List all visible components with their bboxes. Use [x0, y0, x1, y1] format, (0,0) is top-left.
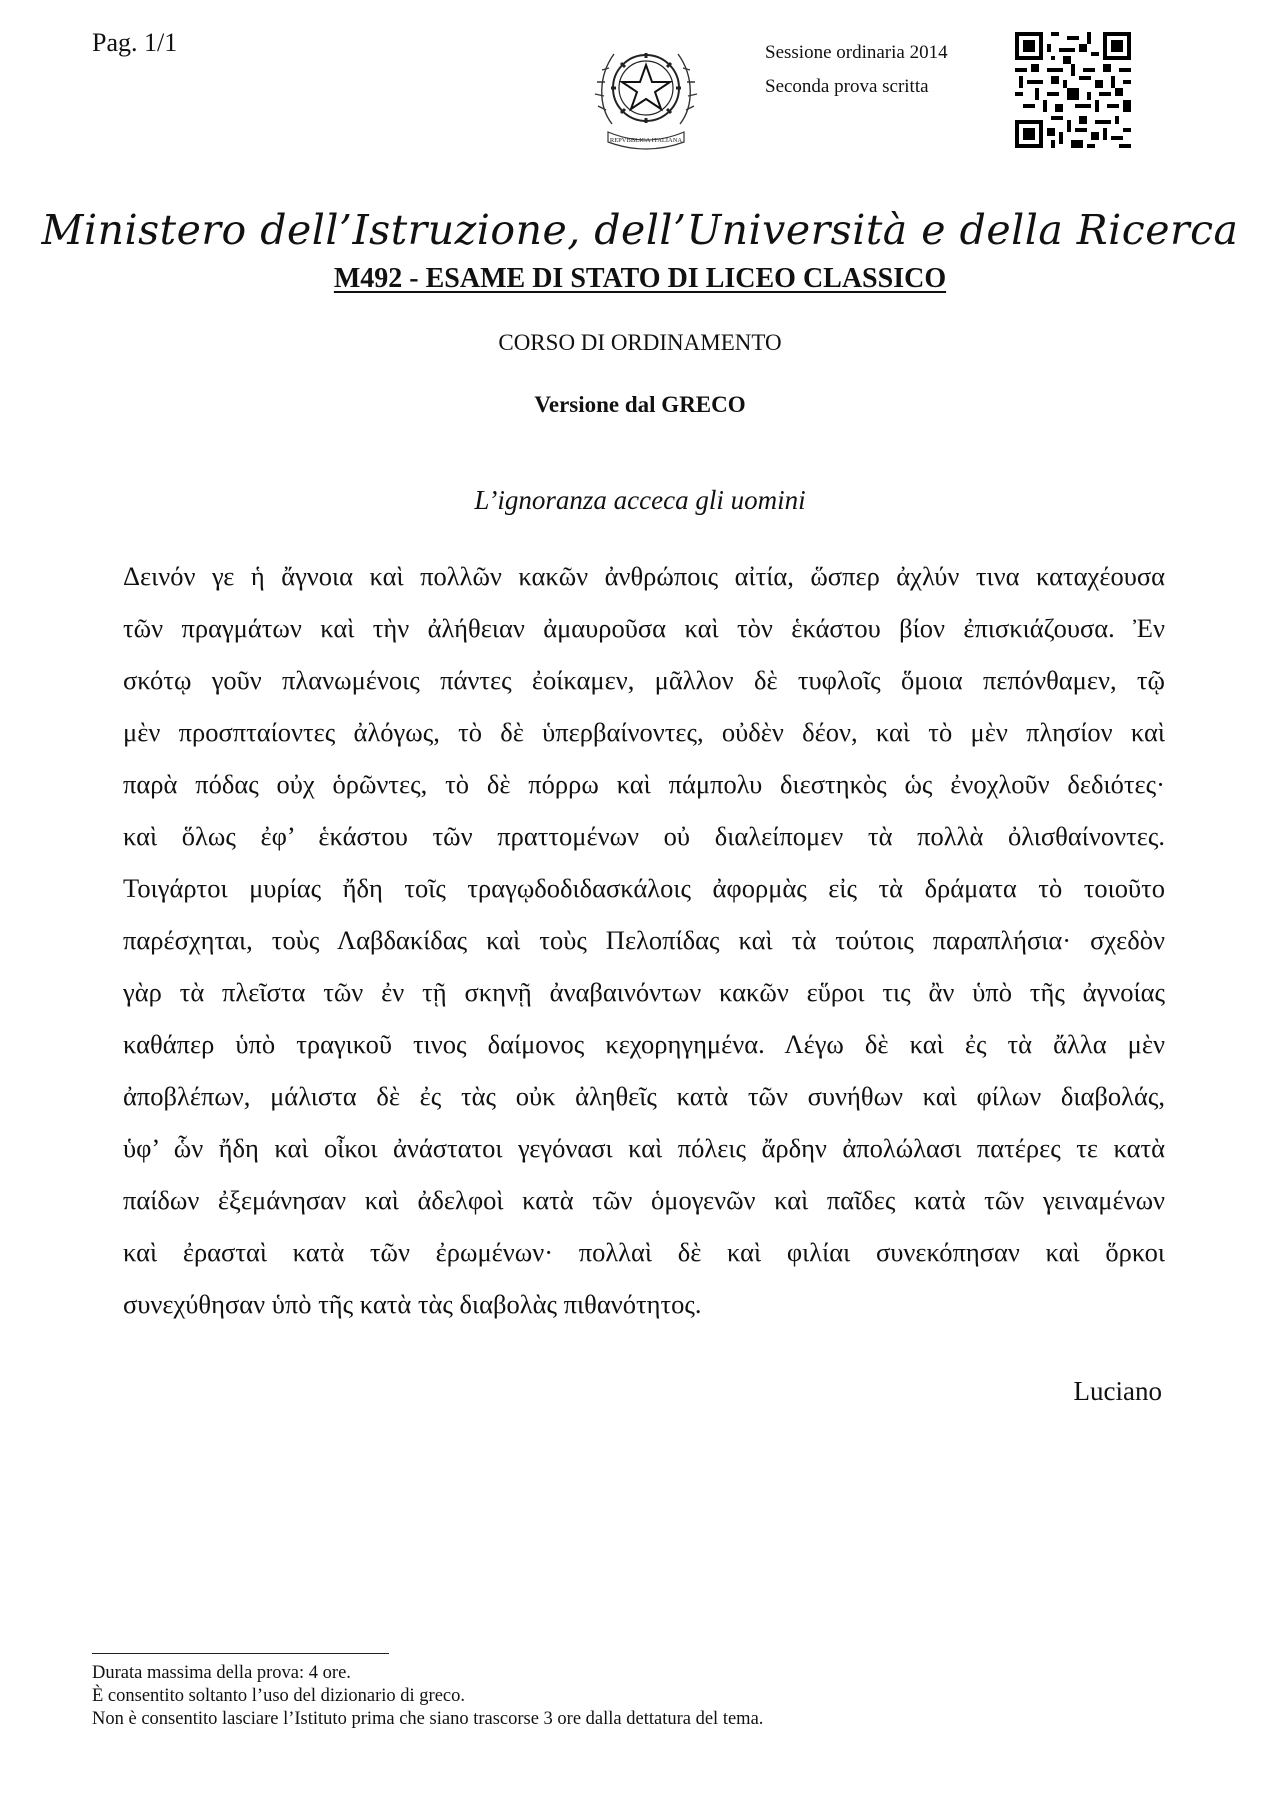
session-line-2: Seconda prova scritta [765, 76, 929, 97]
version-heading: Versione dal GRECO [534, 392, 746, 417]
greek-line: καθάπερ ὑπὸ τραγικοῦ τινος δαίμονος κεχορηγημένα. Λέγω δὲ καὶ ἐς τὰ ἄλλα μὲν [123, 1029, 1165, 1059]
footnote-duration: Durata massima della prova: 4 ore. [92, 1663, 351, 1683]
footnote-divider [92, 1653, 389, 1654]
exam-title: M492 - ESAME DI STATO DI LICEO CLASSICO [333, 263, 947, 294]
greek-line: ὑφ’ ὧν ἤδη καὶ οἶκοι ἀνάστατοι γεγόνασι καὶ πόλεις ἄρδην ἀπολώλασι πατέρες τε κατὰ [123, 1133, 1165, 1163]
greek-line: γὰρ τὰ πλεῖστα τῶν ἐν τῇ σκηνῇ ἀναβαινόντων κακῶν εὕροι τις ἂν ὑπὸ τῆς ἀγνοίας [123, 977, 1165, 1007]
page-number: Pag. 1/1 [92, 28, 178, 57]
italian-republic-emblem-icon [592, 36, 700, 156]
text-title: L’ignoranza acceca gli uomini [474, 485, 806, 515]
greek-line: μὲν προσπταίοντες ἀλόγως, τὸ δὲ ὑπερβαίνοντες, οὐδὲν δέον, καὶ τὸ μὲν πλησίον καὶ [123, 717, 1165, 747]
author: Luciano [1073, 1376, 1162, 1406]
footnotes [92, 1662, 763, 1731]
session-line-1: Sessione ordinaria 2014 [765, 42, 948, 63]
course-name: CORSO DI ORDINAMENTO [498, 330, 782, 355]
greek-line: Δεινόν γε ἡ ἄγνοια καὶ πολλῶν κακῶν ἀνθρώποις αἰτία, ὥσπερ ἀχλύν τινα καταχέουσα [123, 561, 1165, 591]
session-info [765, 36, 948, 104]
emblem-text: REPVBBLICA ITALIANA [609, 137, 683, 144]
greek-line: παρέσχηται, τοὺς Λαβδακίδας καὶ τοὺς Πελοπίδας καὶ τὰ τούτοις παραπλήσια· σχεδὸν [123, 925, 1165, 955]
greek-line: τῶν πραγμάτων καὶ τὴν ἀλήθειαν ἀμαυροῦσα καὶ τὸν ἑκάστου βίον ἐπισκιάζουσα. Ἐν [123, 613, 1165, 643]
qr-code-icon [1015, 32, 1131, 148]
greek-line: καὶ ὅλως ἐφ’ ἑκάστου τῶν πραττομένων οὐ διαλείπομεν τὰ πολλὰ ὀλισθαίνοντες. [123, 821, 1165, 851]
greek-line: καὶ ἐρασταὶ κατὰ τῶν ἐρωμένων· πολλαὶ δὲ καὶ φιλίαι συνεκόπησαν καὶ ὅρκοι [123, 1237, 1165, 1267]
greek-line: σκότῳ γοῦν πλανωμένοις πάντες ἐοίκαμεν, μᾶλλον δὲ τυφλοῖς ὅμοια πεπόνθαμεν, τῷ [123, 665, 1165, 695]
greek-line: συνεχύθησαν ὑπὸ τῆς κατὰ τὰς διαβολὰς πιθανότητος. [123, 1289, 702, 1319]
greek-line: παίδων ἐξεμάνησαν καὶ ἀδελφοὶ κατὰ τῶν ὁμογενῶν καὶ παῖδες κατὰ τῶν γειναμένων [123, 1185, 1165, 1215]
greek-passage [123, 550, 1165, 1330]
footnote-dictionary: È consentito soltanto l’uso del dizionario di greco. [92, 1686, 465, 1706]
greek-line: ἀποβλέπων, μάλιστα δὲ ἐς τὰς οὐκ ἀληθεῖς κατὰ τῶν συνήθων καὶ φίλων διαβολάς, [123, 1081, 1165, 1111]
ministry-name: Ministero dell’Istruzione, dell’Università e della Ricerca [41, 206, 1239, 254]
greek-line: Τοιγάρτοι μυρίας ἤδη τοῖς τραγῳδοδιδασκάλοις ἀφορμὰς εἰς τὰ δράματα τὸ τοιοῦτο [123, 873, 1165, 903]
footnote-leave-rule: Non è consentito lasciare l’Istituto prima che siano trascorse 3 ore dalla dettatura del tema. [92, 1709, 764, 1729]
greek-line: παρὰ πόδας οὐχ ὁρῶντες, τὸ δὲ πόρρω καὶ πάμπολυ διεστηκὸς ὡς ἐνοχλοῦν δεδιότες· [123, 769, 1165, 799]
